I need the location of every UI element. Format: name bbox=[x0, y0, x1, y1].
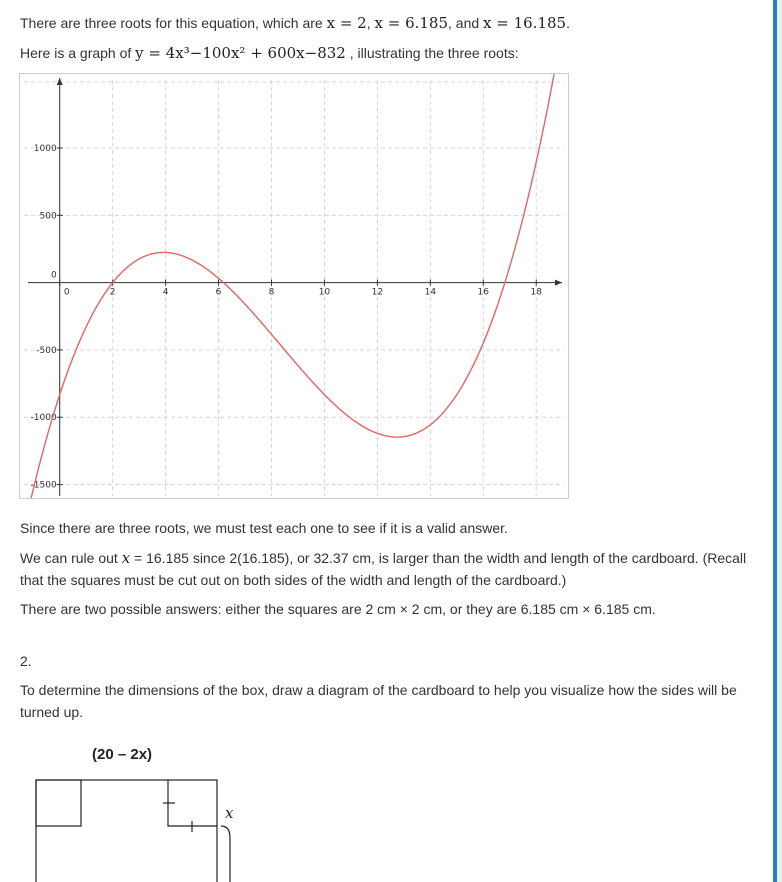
graph-intro-text: Here is a graph of bbox=[20, 45, 136, 61]
graph-intro-paragraph bbox=[20, 42, 750, 64]
dimensions-paragraph: To determine the dimensions of the box, draw a diagram of the cardboard to help you visualize how the sides will be turned up. bbox=[20, 682, 737, 720]
rule-out-text-a: We can rule out bbox=[20, 550, 122, 566]
roots-separator-1: , bbox=[366, 15, 375, 31]
x-tick-label-6: 12 bbox=[371, 287, 384, 298]
x-tick-label-8: 16 bbox=[477, 287, 490, 298]
possible-answers-paragraph: There are two possible answers: either the squares are 2 cm × 2 cm, or they are 6.185 cm × 6.185 cm. bbox=[20, 601, 656, 617]
y-tick-label-4: -1000 bbox=[30, 413, 57, 424]
test-roots-paragraph: Since there are three roots, we must test each one to see if it is a valid answer. bbox=[20, 520, 508, 536]
graph-equation: y = 4x³−100x² + 600x−832 bbox=[135, 44, 346, 62]
corner-square-top-left bbox=[36, 780, 81, 826]
rule-out-paragraph bbox=[20, 547, 750, 591]
x-tick-label-9: 18 bbox=[530, 287, 542, 298]
cardboard-diagram bbox=[0, 740, 300, 882]
rule-out-text-b: = 16.185 since 2(16.185), or 32.37 cm, is larger than the width and length of the cardboard. (Recall that the squares must be cut out on both sides of the width and length of the cardboard.) bbox=[20, 550, 747, 588]
right-scroll-gutter bbox=[777, 0, 782, 882]
step-number: 2. bbox=[20, 653, 32, 669]
x-tick-label-5: 10 bbox=[318, 287, 331, 298]
roots-separator-2: , and bbox=[448, 15, 484, 31]
cubic-graph bbox=[19, 73, 569, 499]
y-tick-label-5: -1500 bbox=[30, 480, 57, 491]
y-tick-label-3: -500 bbox=[36, 345, 57, 356]
cubic-curve bbox=[25, 74, 558, 498]
y-tick-label-2: 0 bbox=[50, 270, 57, 281]
side-brace bbox=[221, 826, 230, 882]
rule-out-variable: x bbox=[121, 549, 131, 567]
root-1: x = 2 bbox=[326, 14, 367, 32]
y-tick-label-1: 500 bbox=[39, 211, 57, 222]
cardboard-outline bbox=[36, 780, 217, 882]
x-tick-label-4: 8 bbox=[268, 287, 275, 298]
diagram-top-label: (20 – 2x) bbox=[92, 746, 153, 763]
corner-square-top-right bbox=[168, 780, 217, 826]
root-3: x = 16.185 bbox=[483, 14, 567, 32]
x-tick-label-2: 4 bbox=[162, 287, 169, 298]
roots-intro-text: There are three roots for this equation, which are bbox=[20, 15, 327, 31]
root-2: x = 6.185 bbox=[374, 14, 449, 32]
roots-paragraph bbox=[20, 12, 750, 34]
x-tick-label-0: 0 bbox=[63, 287, 70, 298]
x-tick-label-7: 14 bbox=[424, 287, 437, 298]
x-axis-arrow bbox=[555, 280, 562, 286]
graph-intro-end: , illustrating the three roots: bbox=[345, 45, 519, 61]
x-tick-label-3: 6 bbox=[215, 287, 222, 298]
roots-end: . bbox=[566, 15, 570, 31]
x-tick-label-1: 2 bbox=[109, 287, 116, 298]
y-tick-label-0: 1000 bbox=[33, 144, 57, 155]
diagram-side-label: x bbox=[225, 804, 234, 822]
cubic-graph-svg bbox=[20, 74, 568, 498]
